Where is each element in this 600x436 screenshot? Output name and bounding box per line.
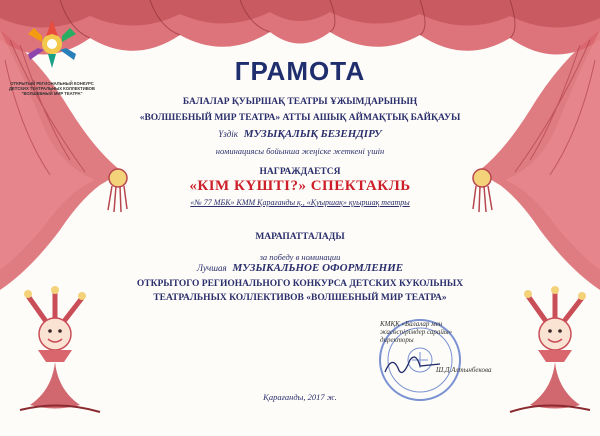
organization-line: «№ 77 МБК» КММ Қарағанды қ., «Қуыршақ» қуыршақ театры bbox=[190, 198, 410, 207]
kz-nomination: МУЗЫҚАЛЫҚ БЕЗЕНДІРУ bbox=[243, 128, 382, 140]
footer-place-date: Қарағанды, 2017 ж. bbox=[263, 392, 337, 402]
kz-line-2: «ВОЛШЕБНЫЙ МИР ТЕАТРА» АТТЫ АШЫҚ АЙМАҚТЫҚ БАЙҚАУЫ bbox=[139, 113, 461, 123]
ru-line-1: за победу в номинации bbox=[259, 252, 341, 262]
awarded-heading: НАГРАЖДАЕТСЯ bbox=[259, 167, 341, 177]
logo-caption-line3: "ВОЛШЕБНЫЙ МИР ТЕАТРА" bbox=[21, 91, 83, 96]
kz-line-3 bbox=[0, 128, 600, 140]
kz-line-4: номинациясы бойынша жеңіске жеткені үшін bbox=[215, 146, 385, 156]
show-title: «КІМ КҮШТІ?» СПЕКТАКЛЬ bbox=[189, 178, 411, 194]
kz-line-3-prefix: Үздік bbox=[218, 129, 238, 139]
signature-role: директоры bbox=[380, 336, 414, 344]
ru-line-2-prefix: Лучшая bbox=[196, 263, 227, 273]
ru-line-4: ТЕАТРАЛЬНЫХ КОЛЛЕКТИВОВ «ВОЛШЕБНЫЙ МИР ТЕАТРА» bbox=[153, 293, 447, 303]
certificate-title: ГРАМОТА bbox=[234, 56, 366, 86]
ru-nomination: МУЗЫКАЛЬНОЕ ОФОРМЛЕНИЕ bbox=[232, 262, 404, 274]
ru-line-2 bbox=[0, 262, 600, 274]
logo-caption-line2: ДЕТСКИХ ТЕАТРАЛЬНЫХ КОЛЛЕКТИВОВ bbox=[9, 86, 95, 91]
kz-awarded-heading: МАРАПАТТАЛАДЫ bbox=[255, 232, 345, 242]
ru-line-3: ОТКРЫТОГО РЕГИОНАЛЬНОГО КОНКУРСА ДЕТСКИХ КУКОЛЬНЫХ bbox=[136, 279, 464, 289]
signature-name: Ш.Д.Алтынбекова bbox=[436, 366, 492, 374]
kz-line-1: БАЛАЛАР ҚУЫРШАҚ ТЕАТРЫ ҰЖЫМДАРЫНЫҢ bbox=[182, 97, 418, 107]
signature-org-line2: жасөспірімдер сарайы» bbox=[380, 328, 453, 336]
signature-block bbox=[380, 320, 530, 374]
signature-org-line1: КМҚК «Балалар мен bbox=[380, 320, 443, 328]
logo-caption-line1: ОТКРЫТЫЙ РЕГИОНАЛЬНЫЙ КОНКУРС bbox=[10, 81, 94, 86]
